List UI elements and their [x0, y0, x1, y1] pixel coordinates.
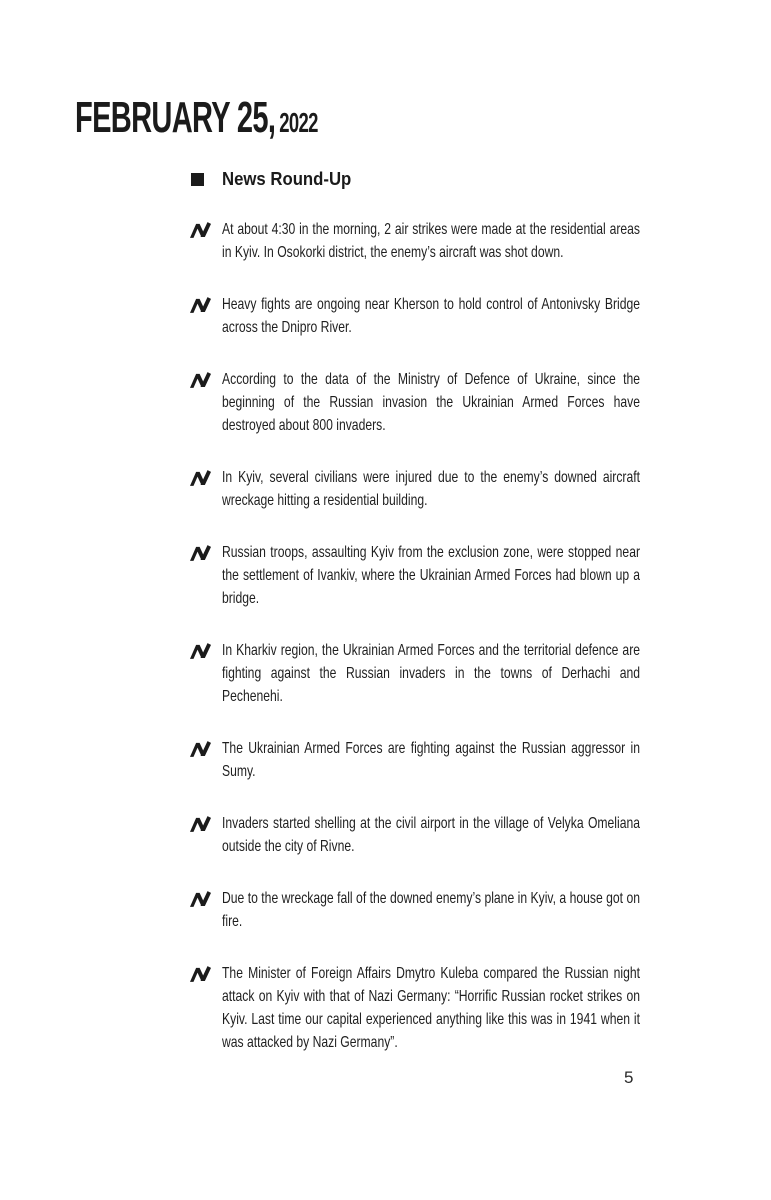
news-item-text: The Minister of Foreign Affairs Dmytro Kuleba compared the Russian night attack on Kyiv with that of Nazi Germany: “Horrific Russian rocket strikes on Kyiv. Last time our capital experienced anything like this was in 1941 when it was attacked by Nazi Germany”. — [222, 965, 640, 1051]
lightning-bolt-icon — [190, 639, 222, 659]
news-item — [190, 887, 771, 933]
news-item-text: Due to the wreckage fall of the downed enemy’s plane in Kyiv, a house got on fire. — [222, 890, 640, 930]
lightning-bolt-icon — [190, 737, 222, 757]
news-item-text: At about 4:30 in the morning, 2 air strikes were made at the residential areas in Kyiv. In Osokorki district, the enemy’s aircraft was shot down. — [222, 221, 640, 261]
news-item — [190, 962, 771, 1054]
title-date: FEBRUARY 25, — [75, 93, 276, 142]
lightning-bolt-icon — [190, 368, 222, 388]
news-item — [190, 218, 771, 264]
page-title — [75, 93, 318, 145]
news-item-text: Heavy fights are ongoing near Kherson to hold control of Antonivsky Bridge across the Dnipro River. — [222, 296, 640, 336]
square-bullet-icon — [191, 173, 204, 186]
lightning-bolt-icon — [190, 218, 222, 238]
lightning-bolt-icon — [190, 293, 222, 313]
section-heading-label: News Round-Up — [222, 169, 352, 189]
news-item — [190, 812, 771, 858]
news-item-text: The Ukrainian Armed Forces are fighting against the Russian aggressor in Sumy. — [222, 740, 640, 780]
lightning-bolt-icon — [190, 887, 222, 907]
lightning-bolt-icon — [190, 812, 222, 832]
page-number: 5 — [624, 1068, 634, 1087]
lightning-bolt-icon — [190, 466, 222, 486]
news-item-text: In Kharkiv region, the Ukrainian Armed Forces and the territorial defence are fighting against the Russian invaders in the towns of Derhachi and Pechenehi. — [222, 642, 640, 705]
title-year: 2022 — [279, 107, 318, 138]
news-item-text: According to the data of the Ministry of Defence of Ukraine, since the beginning of the Russian invasion the Ukrainian Armed Forces have destroyed about 800 invaders. — [222, 371, 640, 434]
section-heading — [191, 169, 361, 190]
news-item-text: Invaders started shelling at the civil airport in the village of Velyka Omeliana outside the city of Rivne. — [222, 815, 640, 855]
news-item — [190, 466, 771, 512]
news-item-text: In Kyiv, several civilians were injured due to the enemy’s downed aircraft wreckage hitting a residential building. — [222, 469, 640, 509]
news-item — [190, 639, 771, 708]
lightning-bolt-icon — [190, 541, 222, 561]
news-item — [190, 541, 771, 610]
news-item — [190, 293, 771, 339]
news-item — [190, 737, 771, 783]
news-item-text: Russian troops, assaulting Kyiv from the exclusion zone, were stopped near the settlement of Ivankiv, where the Ukrainian Armed Forces had blown up a bridge. — [222, 544, 640, 607]
news-list — [190, 218, 771, 1083]
lightning-bolt-icon — [190, 962, 222, 982]
news-item — [190, 368, 771, 437]
